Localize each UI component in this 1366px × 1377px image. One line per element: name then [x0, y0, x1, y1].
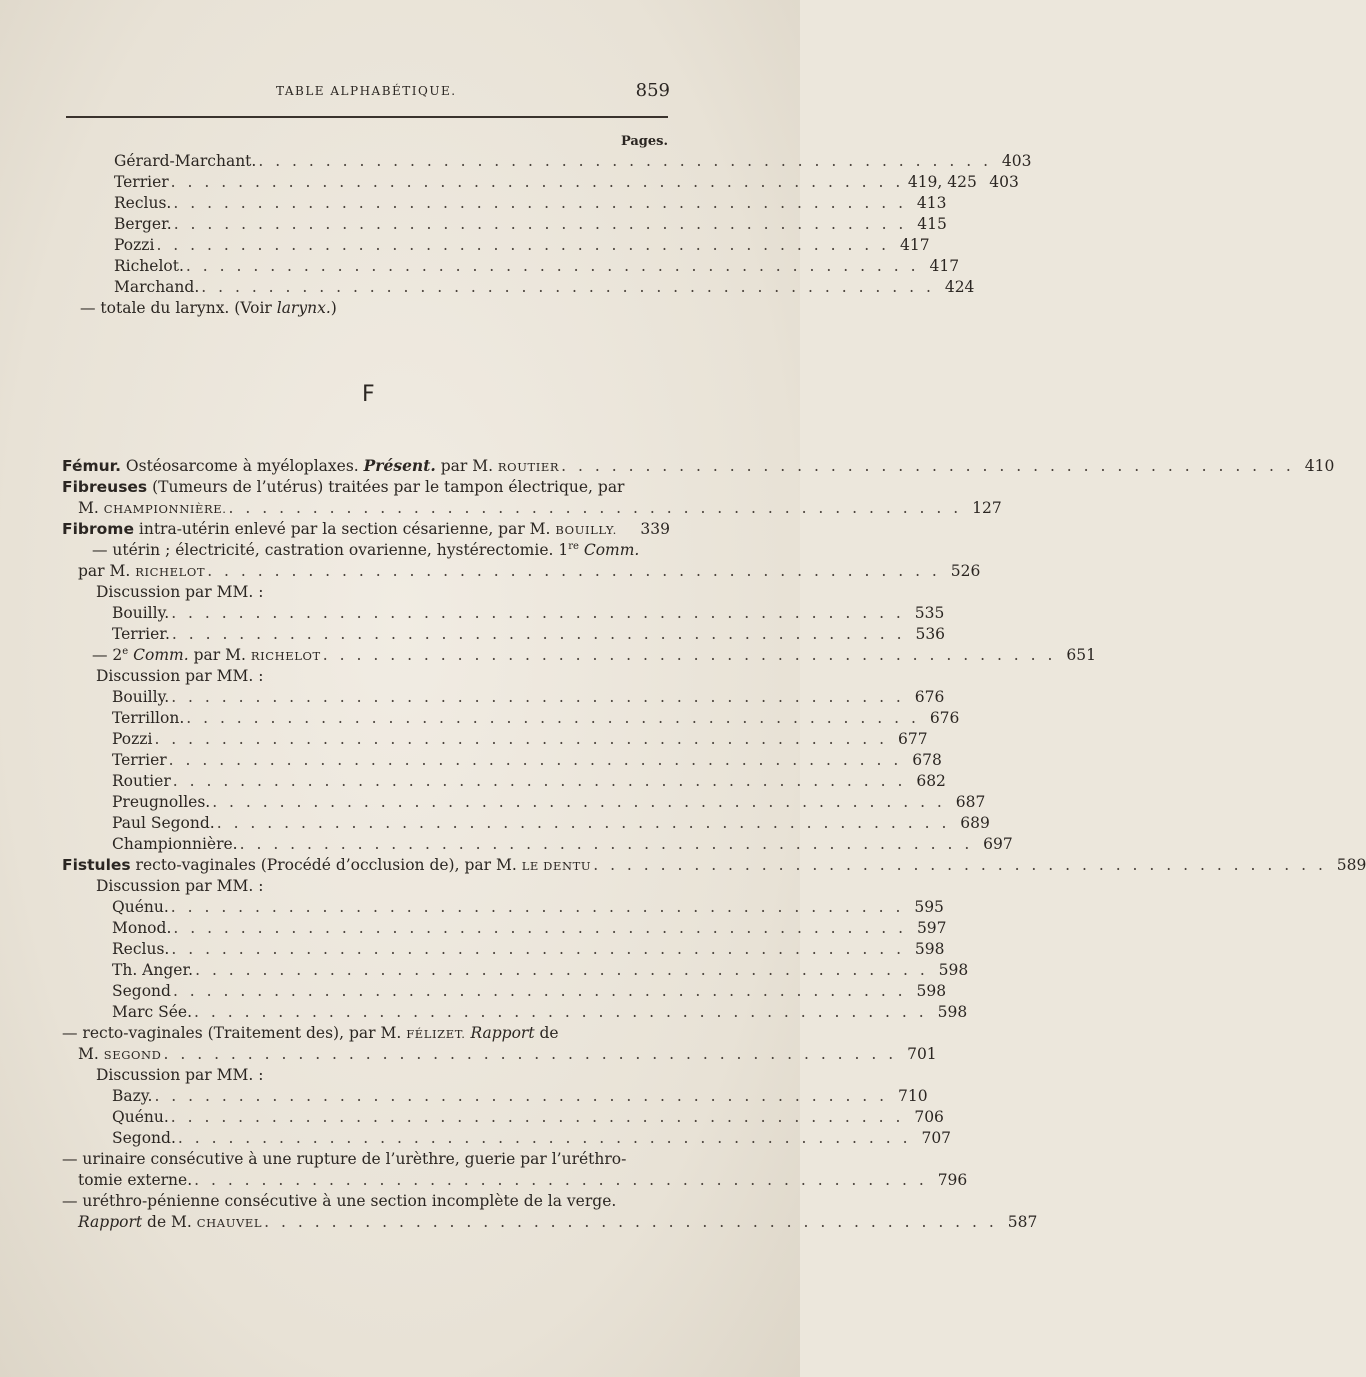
dot-leader: . . . . . . . . . . . . . . . . . . . . . . . . . . . . . . . . . . . . . . . . . . . . — [154, 1087, 888, 1105]
dot-leader: . . . . . . . . . . . . . . . . . . . . . . . . . . . . . . . . . . . . . . . . . . . . — [173, 919, 907, 937]
discussant-entry — [112, 793, 986, 814]
pages-column-label: Pages. — [620, 134, 668, 149]
entry-page: 796 — [937, 1171, 968, 1189]
entry-text — [78, 562, 207, 580]
discussant-entry — [112, 919, 947, 940]
discussant-entry — [112, 604, 945, 625]
entry-page: 682 — [916, 772, 946, 790]
entry-label: Pozzi — [114, 236, 155, 254]
dot-leader: . . . . . . . . . . . . . . . . . . . . . . . . . . . . . . . . . . . . . . . . . . . . — [194, 1003, 928, 1021]
running-title: TABLE ALPHABÉTIQUE. — [276, 84, 457, 98]
entry-page: 677 — [898, 730, 928, 748]
entry-de: de — [534, 1024, 559, 1042]
index-entry — [114, 278, 975, 299]
index-entry-fistules — [62, 856, 1366, 877]
entry-page: 589 — [1336, 856, 1366, 874]
entry-author: ROUTIER — [497, 460, 560, 474]
entry-page: 597 — [916, 919, 947, 937]
entry-author: CHAUVEL — [196, 1216, 263, 1230]
dot-leader: . . . . . . . . . . . . . . . . . . . . . . . . . . . . . . . . . . . . . . . . . . . . — [173, 215, 907, 233]
index-entry-continuation — [78, 1045, 937, 1066]
entry-author: BOUILLY. — [555, 523, 617, 537]
xref-target: larynx. — [276, 299, 331, 317]
discussant-name: Th. Anger. — [112, 961, 194, 979]
entry-page: 678 — [912, 751, 942, 769]
entry-page: 127 — [972, 499, 1002, 517]
entry-par: par M. — [188, 646, 251, 665]
discussion-label: Discussion par MM. : — [96, 1066, 264, 1084]
entry-label: Terrier — [114, 173, 169, 191]
comm-label: Comm. — [578, 541, 640, 560]
entry-author: RICHELOT — [250, 649, 321, 664]
discussant-name: Monod. — [112, 919, 172, 937]
entry-author: LE DENTU — [521, 859, 592, 873]
rapport-label: Rapport — [465, 1024, 535, 1042]
discussant-entry — [112, 940, 945, 961]
dot-leader: . . . . . . . . . . . . . . . . . . . . . . . . . . . . . . . . . . . . . . . . . . . . — [156, 236, 890, 254]
discussant-name: Quénu. — [112, 898, 169, 916]
entry-page: 598 — [916, 982, 947, 1000]
discussant-entry — [112, 898, 944, 919]
entry-label: Berger. — [114, 215, 172, 233]
sub-entry — [62, 1024, 626, 1045]
index-entry — [114, 257, 960, 278]
dot-leader: . . . . . . . . . . . . . . . . . . . . . . . . . . . . . . . . . . . . . . . . . . . . — [186, 709, 920, 727]
entry-page: 424 — [944, 278, 975, 296]
entry-par: par M. — [435, 457, 498, 475]
entry-author: FÉLIZET. — [406, 1027, 466, 1041]
entry-head: Fibreuses — [62, 478, 148, 496]
entry-m: M. — [78, 1045, 104, 1063]
entry-text — [62, 456, 561, 475]
xref-text: — totale du larynx. (Voir — [80, 299, 277, 317]
cross-reference-line — [80, 299, 337, 320]
entry-m: M. — [78, 499, 104, 517]
entry-page: 536 — [915, 625, 946, 643]
discussant-name: Quénu. — [112, 1108, 169, 1126]
dot-leader: . . . . . . . . . . . . . . . . . . . . . . . . . . . . . . . . . . . . . . . . . . . . — [593, 856, 1327, 874]
entry-text — [78, 1213, 264, 1231]
entry-page: 701 — [907, 1045, 937, 1063]
dot-leader: . . . . . . . . . . . . . . . . . . . . . . . . . . . . . . . . . . . . . . . . . . . . — [177, 1129, 912, 1147]
discussant-name: Paul Segond. — [112, 814, 215, 832]
sub-entry — [92, 541, 639, 562]
entry-page: 410 — [1304, 457, 1335, 475]
entry-page: 417 — [929, 257, 960, 275]
entry-ref: 419, 425 — [907, 173, 977, 191]
dot-leader: . . . . . . . . . . . . . . . . . . . . . . . . . . . . . . . . . . . . . . . . . . . . — [172, 982, 907, 1000]
entry-text — [62, 856, 593, 874]
entry-desc: intra-utérin enlevé par la section césarienne, par M. — [133, 520, 556, 538]
discussant-entry — [112, 730, 928, 751]
entry-label: Richelot. — [114, 257, 184, 275]
discussant-entry — [112, 709, 960, 730]
entry-page: 651 — [1066, 646, 1096, 665]
dot-leader: . . . . . . . . . . . . . . . . . . . . . . . . . . . . . . . . . . . . . . . . . . . . — [170, 1108, 904, 1126]
discussant-name: Preugnolles. — [112, 793, 211, 811]
entry-par: par M. — [78, 562, 136, 580]
discussant-entry — [112, 835, 1013, 856]
discussant-entry — [112, 688, 945, 709]
xref-close: ) — [330, 299, 337, 317]
entry-head: Fistules — [62, 856, 131, 874]
entry-page: 598 — [938, 961, 969, 979]
dot-leader: . . . . . . . . . . . . . . . . . . . . . . . . . . . . . . . . . . . . . . . . . . . . — [171, 940, 905, 958]
dot-leader: . . . . . . . . . . . . . . . . . . . . . . . . . . . . . . . . . . . . . . . . . . . . — [154, 730, 888, 748]
sub-entry — [92, 646, 1096, 667]
page-number: 859 — [635, 80, 670, 101]
dot-leader: . . . . . . . . . . . . . . . . . . . . . . . . . . . . . . . . . . . . . . . . . . . . — [168, 751, 902, 769]
entry-head: Fémur. — [62, 457, 121, 475]
dot-leader: . . . . . . . . . . . . . . . . . . . . . . . . . . . . . . . . . . . . . . . . . . . . — [201, 278, 935, 296]
entry-page: 403 — [989, 173, 1019, 191]
sub-entry-text: — utérin ; électricité, castration ovarienne, hystérectomie. 1 — [92, 541, 569, 560]
dot-leader: . . . . . . . . . . . . . . . . . . . . . . . . . . . . . . . . . . . . . . . . . . . . — [212, 793, 946, 811]
rapport-label: Rapport — [78, 1213, 143, 1231]
ordinal-sup: re — [568, 541, 579, 552]
entry-desc: recto-vaginales (Procédé d’occlusion de), par M. — [130, 856, 522, 874]
entry-de: de M. — [142, 1213, 197, 1231]
entry-page: 707 — [921, 1129, 952, 1147]
discussant-entry — [112, 1129, 952, 1150]
entry-page: 413 — [916, 194, 947, 212]
entry-page: 417 — [900, 236, 930, 254]
entry-page: 697 — [983, 835, 1013, 853]
dot-leader: . . . . . . . . . . . . . . . . . . . . . . . . . . . . . . . . . . . . . . . . . . . . — [207, 562, 941, 580]
entry-author: CHAMPIONNIÈRE. — [103, 502, 227, 516]
index-entry — [114, 152, 1032, 173]
entry-page: 598 — [937, 1003, 968, 1021]
dot-leader: . . . . . . . . . . . . . . . . . . . . . . . . . . . . . . . . . . . . . . . . . . . . — [185, 257, 920, 275]
sub-entry: — urinaire consécutive à une rupture de l’urèthre, guerie par l’uréthro- — [62, 1150, 627, 1168]
entry-desc: Ostéosarcome à myéloplaxes. — [120, 457, 364, 475]
entry-page: 689 — [960, 814, 990, 832]
entry-page: 706 — [914, 1108, 944, 1126]
dot-leader: . . . . . . . . . . . . . . . . . . . . . . . . . . . . . . . . . . . . . . . . . . . . — [171, 688, 905, 706]
entry-text — [78, 1045, 164, 1063]
index-entry-fibrome — [62, 520, 670, 541]
discussion-label: Discussion par MM. : — [96, 583, 264, 601]
entry-text — [62, 520, 619, 538]
index-entry-femur — [62, 456, 1335, 477]
dot-leader: . . . . . . . . . . . . . . . . . . . . . . . . . . . . . . . . . . . . . . . . . . . . — [170, 173, 904, 191]
discussant-name: Routier — [112, 772, 171, 790]
dot-leader: . . . . . . . . . . . . . . . . . . . . . . . . . . . . . . . . . . . . . . . . . . . . — [561, 457, 1295, 475]
dot-leader: . . . . . . . . . . . . . . . . . . . . . . . . . . . . . . . . . . . . . . . . . . . . — [163, 1045, 897, 1063]
index-entry — [114, 173, 1019, 194]
discussant-name: Bouilly. — [112, 604, 170, 622]
dot-leader: . . . . . . . . . . . . . . . . . . . . . . . . . . . . . . . . . . . . . . . . . . . . — [171, 625, 906, 643]
discussant-name: Pozzi — [112, 730, 153, 748]
dot-leader: . . . . . . . . . . . . . . . . . . . . . . . . . . . . . . . . . . . . . . . . . . . . — [194, 1171, 928, 1189]
dot-leader: . . . . . . . . . . . . . . . . . . . . . . . . . . . . . . . . . . . . . . . . . . . . — [172, 772, 906, 790]
index-entry-continuation — [78, 499, 1002, 520]
index-entry-continuation — [78, 562, 981, 583]
discussant-entry — [112, 625, 946, 646]
entry-label: Gérard-Marchant. — [114, 152, 257, 170]
entry-page: 403 — [1001, 152, 1032, 170]
index-entry-continuation — [78, 1213, 1038, 1234]
entry-text — [78, 499, 229, 517]
entry-page: 595 — [914, 898, 944, 916]
discussant-name: Championnière. — [112, 835, 238, 853]
dot-leader: . . . . . . . . . . . . . . . . . . . . . . . . . . . . . . . . . . . . . . . . . . . . — [195, 961, 929, 979]
entry-page: 339 — [640, 520, 670, 538]
dot-leader: . . . . . . . . . . . . . . . . . . . . . . . . . . . . . . . . . . . . . . . . . . . . — [216, 814, 950, 832]
sub-entry-dash: — 2 — [92, 646, 123, 665]
discussion-label: Discussion par MM. : — [96, 667, 264, 685]
entry-page: 587 — [1007, 1213, 1038, 1231]
discussant-name: Bouilly. — [112, 688, 170, 706]
running-header — [66, 80, 670, 104]
discussant-name: Terrillon. — [112, 709, 185, 727]
entry-desc: (Tumeurs de l’utérus) traitées par le tampon électrique, par — [147, 478, 625, 496]
entry-page: 687 — [955, 793, 986, 811]
dot-leader: . . . . . . . . . . . . . . . . . . . . . . . . . . . . . . . . . . . . . . . . . . . . — [171, 604, 905, 622]
dot-leader: . . . . . . . . . . . . . . . . . . . . . . . . . . . . . . . . . . . . . . . . . . . . — [228, 499, 962, 517]
entry-page: 535 — [914, 604, 945, 622]
entry-text: tomie externe. — [78, 1171, 193, 1189]
dot-leader: . . . . . . . . . . . . . . . . . . . . . . . . . . . . . . . . . . . . . . . . . . . . — [170, 898, 904, 916]
discussant-name: Segond — [112, 982, 171, 1000]
entry-author: SEGOND — [103, 1048, 162, 1062]
discussant-name: Terrier — [112, 751, 167, 769]
discussant-entry — [112, 814, 990, 835]
entry-page: 526 — [950, 562, 981, 580]
index-entry — [114, 215, 947, 236]
entry-label: Reclus. — [114, 194, 172, 212]
discussion-label: Discussion par MM. : — [96, 877, 264, 895]
index-entry — [114, 194, 947, 215]
entry-page: 598 — [914, 940, 945, 958]
section-letter: F — [362, 382, 375, 407]
discussant-entry — [112, 1003, 968, 1024]
entry-page: 710 — [898, 1087, 928, 1105]
header-rule — [66, 116, 668, 118]
dot-leader: . . . . . . . . . . . . . . . . . . . . . . . . . . . . . . . . . . . . . . . . . . . . — [264, 1213, 998, 1231]
discussant-name: Marc Sée. — [112, 1003, 193, 1021]
comm-label: Comm. — [128, 646, 189, 665]
index-entry-fibreuses — [62, 478, 670, 499]
entry-page: 415 — [917, 215, 947, 233]
entry-author: RICHELOT — [135, 565, 206, 579]
index-entry — [114, 236, 930, 257]
dot-leader: . . . . . . . . . . . . . . . . . . . . . . . . . . . . . . . . . . . . . . . . . . . . — [258, 152, 992, 170]
sub-entry-text: — recto-vaginales (Traitement des), par M. — [62, 1024, 407, 1042]
index-entry-continuation — [78, 1171, 968, 1192]
entry-text — [92, 646, 323, 664]
dot-leader: . . . . . . . . . . . . . . . . . . . . . . . . . . . . . . . . . . . . . . . . . . . . — [322, 646, 1056, 665]
discussant-entry — [112, 772, 946, 793]
dot-leader: . . . . . . . . . . . . . . . . . . . . . . . . . . . . . . . . . . . . . . . . . . . . — [173, 194, 907, 212]
entry-head: Fibrome — [62, 520, 134, 538]
discussant-entry — [112, 751, 942, 772]
entry-page: 676 — [914, 688, 945, 706]
discussant-entry — [112, 961, 969, 982]
dot-leader: . . . . . . . . . . . . . . . . . . . . . . . . . . . . . . . . . . . . . . . . . . . . — [239, 835, 973, 853]
entry-label: Marchand. — [114, 278, 200, 296]
discussant-name: Segond. — [112, 1129, 176, 1147]
ordinal-sup: e — [122, 646, 129, 657]
entry-page: 676 — [929, 709, 960, 727]
discussant-name: Terrier. — [112, 625, 170, 643]
discussant-name: Reclus. — [112, 940, 170, 958]
discussant-name: Bazy. — [112, 1087, 153, 1105]
sub-entry: — uréthro-pénienne consécutive à une section incomplète de la verge. — [62, 1192, 617, 1210]
entry-type: Présent. — [363, 456, 436, 475]
discussant-entry — [112, 1108, 944, 1129]
discussant-entry — [112, 982, 947, 1003]
discussant-entry — [112, 1087, 928, 1108]
